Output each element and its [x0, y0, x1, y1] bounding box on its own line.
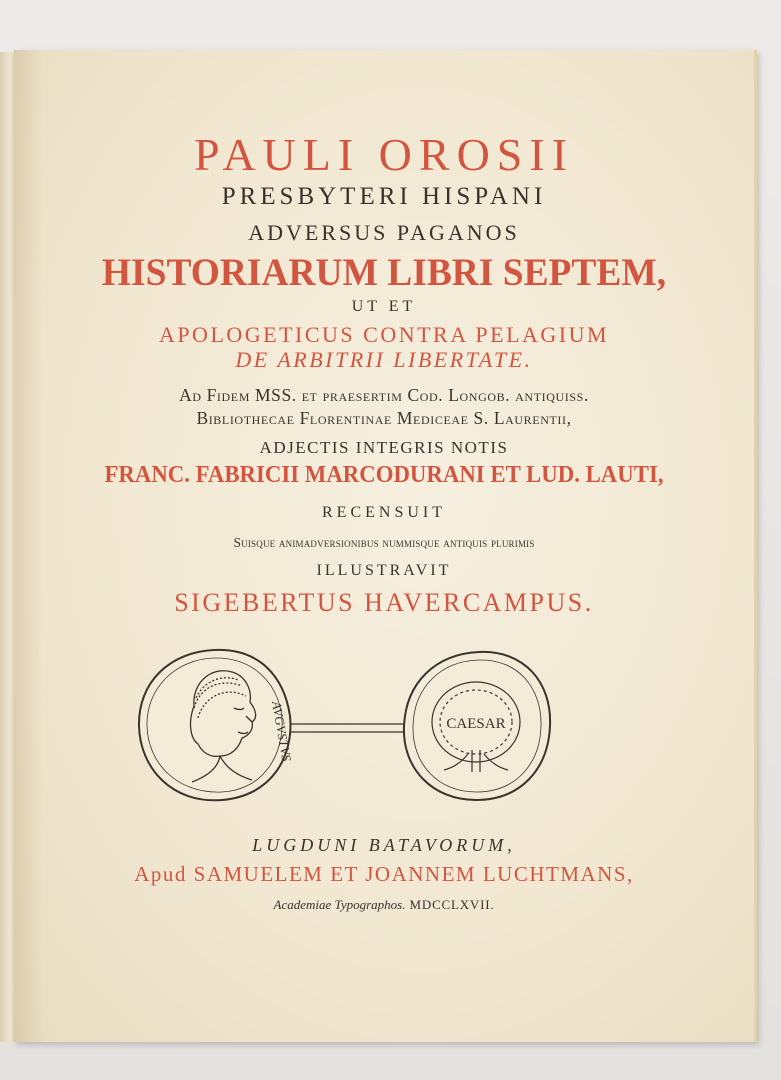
- main-title: HISTORIARUM LIBRI SEPTEM,: [101, 251, 667, 294]
- apologeticus-line: APOLOGETICUS CONTRA PELAGIUM: [158, 322, 610, 347]
- author-title: PRESBYTERI HISPANI: [221, 183, 547, 210]
- imprint-printers: Academiae Typographos.: [273, 897, 406, 912]
- obverse-legend: AVGVSTVS: [269, 699, 295, 763]
- editors-line: FRANC. FABRICII MARCODURANI ET LUD. LAUTI,: [104, 462, 664, 488]
- subtitle-adversus: ADVERSUS PAGANOS: [248, 220, 520, 245]
- animadversions-line: Suisque animadversionibus nummisque antiquis plurimis: [233, 535, 535, 550]
- manuscript-source-line: Ad Fidem MSS. et praesertim Cod. Longob. antiquiss.: [179, 385, 589, 405]
- editor-name: SIGEBERTUS HAVERCAMPUS.: [174, 588, 594, 617]
- reverse-coin: [404, 652, 550, 800]
- obverse-coin: [139, 650, 294, 800]
- author-name: PAULI OROSII: [193, 129, 575, 180]
- imprint-year: MDCCLXVII.: [409, 897, 495, 912]
- notes-line: ADJECTIS INTEGRIS NOTIS: [259, 438, 509, 457]
- imprint-publisher: Apud SAMUELEM ET JOANNEM LUCHTMANS,: [134, 862, 634, 886]
- coin-engraving: [134, 646, 554, 806]
- imprint-place: LUGDUNI BATAVORUM,: [252, 835, 516, 855]
- reverse-legend: CAESAR: [446, 716, 506, 732]
- imprint-printer-line: [14, 897, 754, 913]
- library-line: Bibliothecae Florentinae Mediceae S. Laurentii,: [196, 408, 572, 428]
- conjunction-line: UT ET: [351, 298, 417, 315]
- recensuit-line: RECENSUIT: [322, 504, 446, 521]
- illustravit-line: ILLUSTRAVIT: [316, 562, 452, 579]
- title-page: [14, 50, 757, 1042]
- libertate-line: DE ARBITRII LIBERTATE.: [235, 347, 533, 372]
